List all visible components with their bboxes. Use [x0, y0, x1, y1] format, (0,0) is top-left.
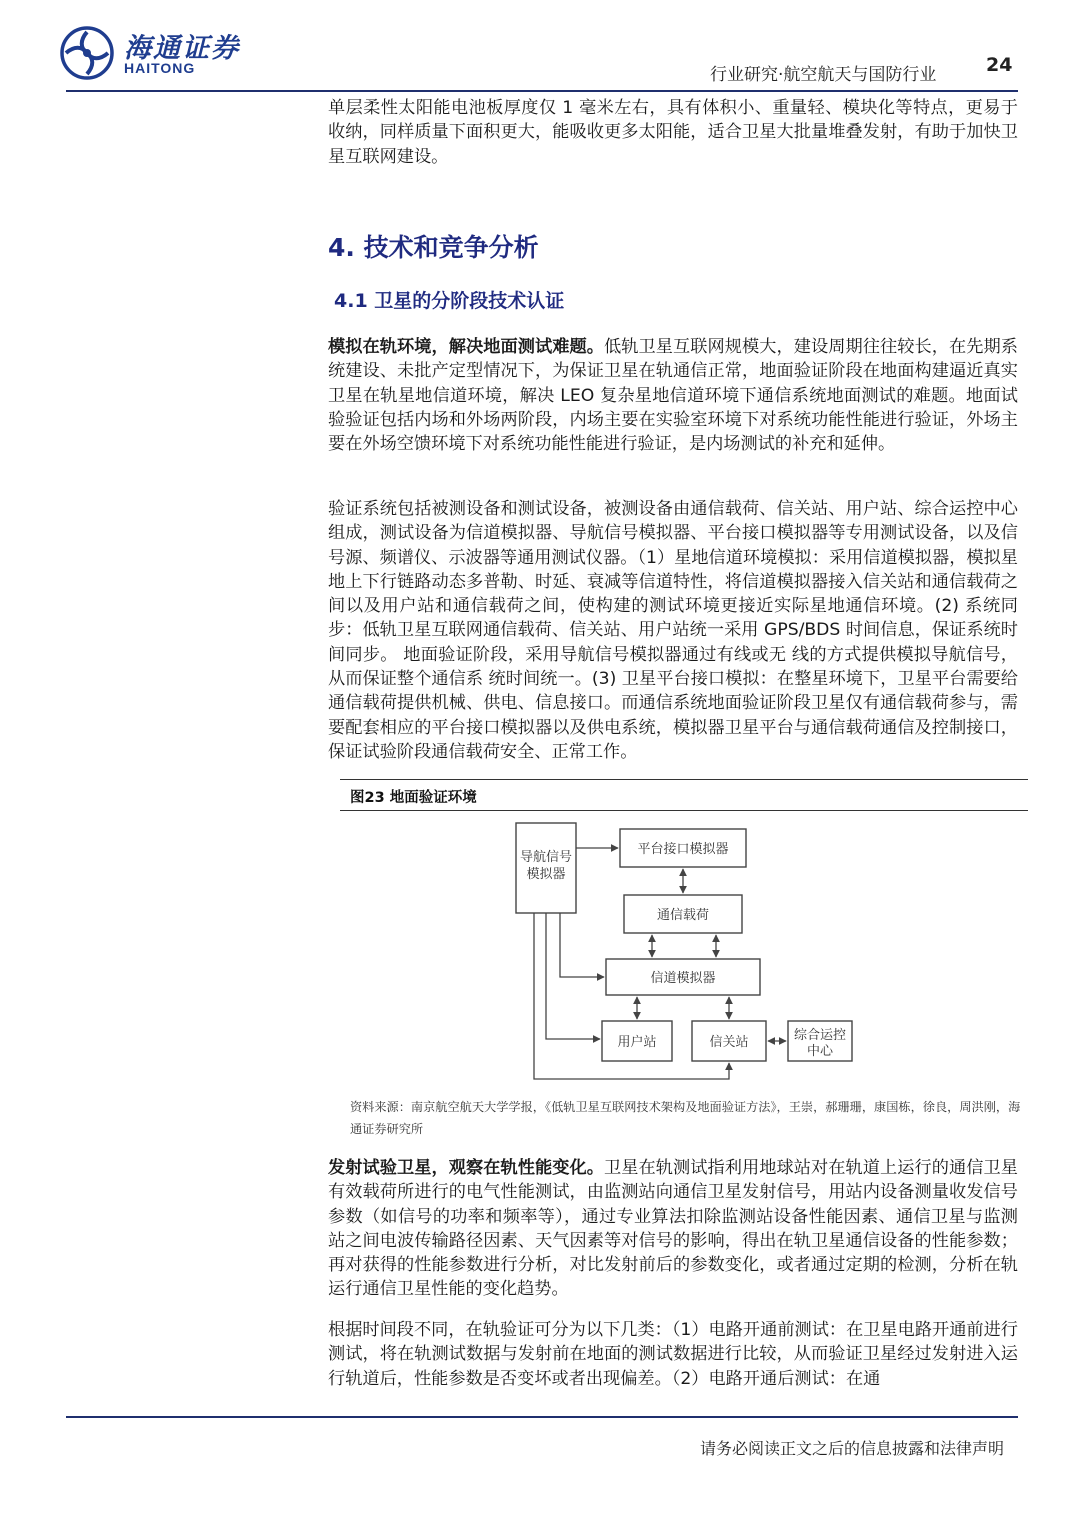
figure-top-rule [340, 779, 1028, 780]
nav-sim-label-line1: 导航信号 [519, 850, 573, 865]
paragraph-lead: 发射试验卫星，观察在轨性能变化。 [328, 1158, 605, 1178]
figure-source: 资料来源：南京航空航天大学学报，《低轨卫星互联网技术架构及地面验证方法》，王崇，郝珊珊，康国栋，徐良，周洪刚，海通证券研究所 [350, 1100, 1021, 1136]
platform-sim-label: 平台接口模拟器 [637, 842, 729, 857]
control-center-label-line1: 综合运控 [793, 1028, 847, 1043]
section-heading: 4. 技术和竞争分析 [328, 233, 539, 262]
paragraph-body: 验证系统包括被测设备和测试设备，被测设备由通信载荷、信关站、用户站、综合运控中心组成，测试设备为信道模拟器、导航信号模拟器、平台接口模拟器等专用测试设备，以及信号源、频谱仪、示波器等通用测试仪器。（1）星地信道环境模拟：采用信道模拟器，模拟星地上下行链路动态多普勒、时延、衰减等信道特性，将信道模拟器接入信关站和通信载荷之间以及用户站和通信载荷之间，使构建的测试环境更接近实际星地通信环境。(2) 系统同步：低轨卫星互联网通信载荷、信关站、用户站统一采用 GPS/BDS 时间信息，保证系统时间同步。 地面验证阶段，采用导航信号模拟器通过有线或无 线的方式提供模拟导航信号，从而保证整个通信系 统时间统一。(3) 卫星平台接口模拟：在整星环境下，卫星平台需要给通信载荷提供机械、供电、信息接口。而通信系统地面验证阶段卫星仅有通信载荷参与，需要配套相应的平台接口模拟器以及供电系统，模拟器卫星平台与通信载荷通信及控制接口，保证试验阶段通信载荷安全、正常工作。 [328, 499, 1018, 762]
logo-english-name: HAITONG [124, 60, 196, 76]
report-category: 行业研究·航空航天与国防行业 [710, 65, 937, 85]
paragraph-lead: 模拟在轨环境，解决地面测试难题。 [328, 337, 605, 357]
footer-divider [66, 1416, 1018, 1418]
paragraph-in-orbit-test [328, 1156, 1018, 1302]
payload-label: 通信载荷 [656, 908, 710, 923]
channel-sim-label: 信道模拟器 [650, 971, 716, 986]
haitong-logo-icon [60, 26, 114, 80]
figure-title-rule [340, 810, 1028, 811]
arrow-nav-user [546, 913, 600, 1039]
intro-text: 单层柔性太阳能电池板厚度仅 1 毫米左右，具有体积小、重量轻、模块化等特点，更易于收纳，同样质量下面积更大，能吸收更多太阳能，适合卫星大批量堆叠发射，有助于加快卫星互联网建设。 [328, 98, 1018, 167]
paragraph-ground-simulation [328, 335, 1018, 456]
control-center-label-line2: 中心 [806, 1044, 834, 1059]
paragraph-body: 低轨卫星互联网规模大，建设周期往往较长，在先期系统建设、未批产定型情况下，为保证卫星在轨通信正常，地面验证阶段在地面构建逼近真实卫星在轨星地信道环境，解决 LEO 复杂星地信道环境下通信系统地面测试的难题。地面试验验证包括内场和外场两阶段，内场主要在实验室环境下对系统功能性能进行验证，外场主要在外场空馈环境下对系统功能性能进行验证，是内场测试的补充和延伸。 [328, 337, 1018, 455]
paragraph-orbit-categories [328, 1318, 1018, 1391]
user-station-label: 用户站 [617, 1035, 657, 1050]
paragraph-verification-system [328, 497, 1018, 764]
intro-paragraph [328, 96, 1018, 169]
subsection-heading: 4.1 卫星的分阶段技术认证 [334, 290, 565, 312]
paragraph-body: 卫星在轨测试指利用地球站对在轨道上运行的通信卫星有效载荷所进行的电气性能测试，由监测站向通信卫星发射信号，用站内设备测量收发信号参数（如信号的功率和频率等），通过专业算法扣除监测站设备性能因素、通信卫星与监测站之间电波传输路径因素、天气因素等对信号的影响，得出在轨卫星通信设备的性能参数；再对获得的性能参数进行分析，对比发射前后的参数变化，或者通过定期的检测，分析在轨运行通信卫星性能的变化趋势。 [328, 1158, 1018, 1300]
footer-disclaimer: 请务必阅读正文之后的信息披露和法律声明 [700, 1439, 1005, 1458]
nav-sim-label-line2: 模拟器 [526, 867, 566, 882]
header-divider [66, 90, 1018, 92]
logo-chinese-name: 海通证券 [124, 33, 240, 64]
paragraph-body: 根据时间段不同，在轨验证可分为以下几类：（1）电路开通前测试：在卫星电路开通前进行测试，将在轨测试数据与发射前在地面的测试数据进行比较，从而验证卫星经过发射进入运行轨道后，性能参数是否变坏或者出现偏差。（2）电路开通后测试：在通 [328, 1320, 1018, 1389]
ground-verification-diagram [490, 815, 890, 1090]
gateway-label: 信关站 [709, 1035, 749, 1050]
page-number: 24 [986, 54, 1013, 76]
figure-title: 图23 地面验证环境 [350, 790, 477, 806]
arrow-nav-channel [560, 913, 604, 977]
